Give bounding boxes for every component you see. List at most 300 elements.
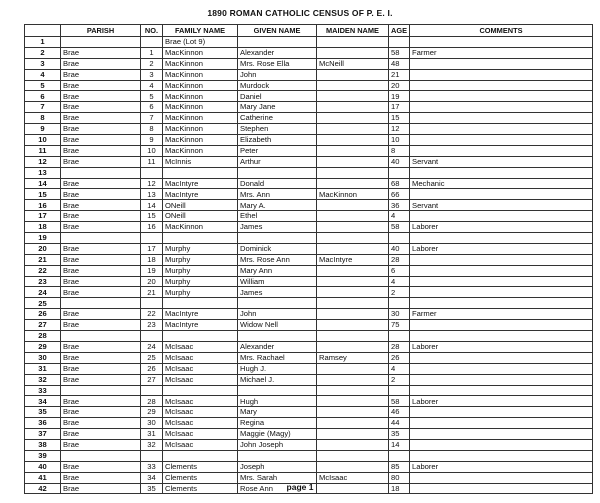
parish-cell: Brae [61,113,141,124]
parish-cell [61,331,141,342]
family-name-cell: McIsaac [163,341,238,352]
no-cell [141,37,163,48]
row-number-cell: 4 [25,69,61,80]
age-cell: 36 [389,200,410,211]
age-cell: 14 [389,439,410,450]
parish-cell: Brae [61,156,141,167]
family-name-cell: MacIntyre [163,178,238,189]
given-name-cell: Rose Ann [238,483,317,494]
no-cell [141,385,163,396]
parish-cell: Brae [61,243,141,254]
given-name-cell: Donald [238,178,317,189]
row-number-cell: 33 [25,385,61,396]
table-row [25,200,593,211]
age-cell [389,37,410,48]
family-name-cell: ONeill [163,200,238,211]
row-number-cell: 11 [25,145,61,156]
given-name-cell: Mary Jane [238,102,317,113]
age-cell: 48 [389,58,410,69]
parish-cell: Brae [61,102,141,113]
row-number-cell: 6 [25,91,61,102]
no-cell: 10 [141,145,163,156]
comments-cell: Servant [410,156,593,167]
family-name-cell: MacKinnon [163,124,238,135]
maiden-name-cell [317,135,389,146]
age-cell: 75 [389,320,410,331]
parish-cell: Brae [61,309,141,320]
comments-cell [410,80,593,91]
row-number-cell: 26 [25,309,61,320]
parish-cell: Brae [61,254,141,265]
given-name-cell: Stephen [238,124,317,135]
given-name-cell: Joseph [238,461,317,472]
comments-cell [410,276,593,287]
maiden-name-cell: MacIntyre [317,254,389,265]
family-name-cell: MacKinnon [163,135,238,146]
given-name-cell: Elizabeth [238,135,317,146]
family-name-cell [163,298,238,309]
family-name-cell: McInnis [163,156,238,167]
age-cell: 2 [389,374,410,385]
parish-cell: Brae [61,472,141,483]
family-name-cell [163,331,238,342]
family-name-cell: MacKinnon [163,102,238,113]
row-number-cell: 31 [25,363,61,374]
row-number-cell: 15 [25,189,61,200]
table-row [25,450,593,461]
given-name-cell: Catherine [238,113,317,124]
comments-cell: Laborer [410,222,593,233]
row-number-cell: 22 [25,265,61,276]
age-cell: 15 [389,113,410,124]
age-cell [389,167,410,178]
parish-cell: Brae [61,374,141,385]
col-header-row-number [25,25,61,37]
no-cell: 28 [141,396,163,407]
given-name-cell: Regina [238,418,317,429]
table-row [25,156,593,167]
family-name-cell: Murphy [163,276,238,287]
family-name-cell: MacKinnon [163,47,238,58]
given-name-cell: Alexander [238,47,317,58]
given-name-cell: John [238,69,317,80]
table-row [25,243,593,254]
comments-cell [410,58,593,69]
given-name-cell [238,450,317,461]
comments-cell: Laborer [410,243,593,254]
comments-cell [410,331,593,342]
maiden-name-cell [317,309,389,320]
family-name-cell: Murphy [163,243,238,254]
parish-cell: Brae [61,396,141,407]
comments-cell: Laborer [410,341,593,352]
given-name-cell: James [238,287,317,298]
comments-cell [410,37,593,48]
age-cell: 26 [389,352,410,363]
no-cell: 34 [141,472,163,483]
no-cell: 8 [141,124,163,135]
comments-cell [410,254,593,265]
maiden-name-cell [317,287,389,298]
parish-cell: Brae [61,135,141,146]
row-number-cell: 13 [25,167,61,178]
given-name-cell: Ethel [238,211,317,222]
given-name-cell: Mrs. Rachael [238,352,317,363]
age-cell: 44 [389,418,410,429]
maiden-name-cell [317,407,389,418]
family-name-cell: MacKinnon [163,145,238,156]
row-number-cell: 24 [25,287,61,298]
no-cell: 18 [141,254,163,265]
no-cell [141,331,163,342]
col-header-age: AGE [389,25,410,37]
table-row [25,113,593,124]
row-number-cell: 38 [25,439,61,450]
parish-cell: Brae [61,320,141,331]
parish-cell: Brae [61,69,141,80]
comments-cell [410,113,593,124]
family-name-cell: MacKinnon [163,80,238,91]
no-cell: 24 [141,341,163,352]
comments-cell [410,91,593,102]
maiden-name-cell: MacKinnon [317,189,389,200]
parish-cell: Brae [61,80,141,91]
table-row [25,178,593,189]
table-row [25,167,593,178]
row-number-cell: 18 [25,222,61,233]
comments-cell [410,320,593,331]
table-row [25,363,593,374]
parish-cell: Brae [61,407,141,418]
col-header-comments: COMMENTS [410,25,593,37]
maiden-name-cell [317,200,389,211]
given-name-cell: James [238,222,317,233]
age-cell [389,298,410,309]
comments-cell [410,450,593,461]
given-name-cell [238,37,317,48]
family-name-cell: McIsaac [163,429,238,440]
table-row [25,276,593,287]
given-name-cell: Mrs. Sarah [238,472,317,483]
given-name-cell: Mrs. Rose Ella [238,58,317,69]
age-cell: 58 [389,396,410,407]
family-name-cell: Clements [163,461,238,472]
comments-cell [410,363,593,374]
row-number-cell: 42 [25,483,61,494]
family-name-cell: McIsaac [163,439,238,450]
age-cell: 28 [389,254,410,265]
parish-cell: Brae [61,429,141,440]
comments-cell [410,211,593,222]
age-cell: 6 [389,265,410,276]
no-cell: 13 [141,189,163,200]
age-cell: 66 [389,189,410,200]
age-cell [389,385,410,396]
maiden-name-cell [317,47,389,58]
age-cell: 80 [389,472,410,483]
table-row [25,58,593,69]
row-number-cell: 30 [25,352,61,363]
maiden-name-cell [317,320,389,331]
row-number-cell: 28 [25,331,61,342]
family-name-cell: McIsaac [163,352,238,363]
parish-cell [61,233,141,244]
maiden-name-cell [317,145,389,156]
no-cell: 30 [141,418,163,429]
row-number-cell: 20 [25,243,61,254]
row-number-cell: 25 [25,298,61,309]
row-number-cell: 23 [25,276,61,287]
parish-cell: Brae [61,211,141,222]
table-row [25,374,593,385]
table-row [25,418,593,429]
given-name-cell: William [238,276,317,287]
maiden-name-cell [317,276,389,287]
comments-cell [410,298,593,309]
comments-cell: Laborer [410,396,593,407]
given-name-cell [238,385,317,396]
age-cell: 58 [389,47,410,58]
family-name-cell: MacKinnon [163,113,238,124]
row-number-cell: 27 [25,320,61,331]
no-cell [141,298,163,309]
no-cell: 31 [141,429,163,440]
table-row [25,233,593,244]
table-row [25,80,593,91]
no-cell: 1 [141,47,163,58]
given-name-cell: Hugh [238,396,317,407]
parish-cell: Brae [61,287,141,298]
comments-cell [410,189,593,200]
age-cell: 4 [389,363,410,374]
parish-cell [61,37,141,48]
parish-cell: Brae [61,483,141,494]
comments-cell: Farmer [410,309,593,320]
maiden-name-cell: Ramsey [317,352,389,363]
age-cell: 21 [389,69,410,80]
no-cell: 17 [141,243,163,254]
col-header-maiden-name: MAIDEN NAME [317,25,389,37]
row-number-cell: 36 [25,418,61,429]
row-number-cell: 16 [25,200,61,211]
comments-cell [410,407,593,418]
row-number-cell: 2 [25,47,61,58]
no-cell [141,167,163,178]
family-name-cell [163,385,238,396]
no-cell: 35 [141,483,163,494]
given-name-cell: Widow Nell [238,320,317,331]
table-row [25,124,593,135]
no-cell: 23 [141,320,163,331]
no-cell: 15 [141,211,163,222]
family-name-cell: Murphy [163,265,238,276]
comments-cell [410,439,593,450]
maiden-name-cell [317,113,389,124]
family-name-cell: Murphy [163,287,238,298]
maiden-name-cell [317,341,389,352]
no-cell: 33 [141,461,163,472]
comments-cell [410,374,593,385]
parish-cell: Brae [61,265,141,276]
page-number: page 1 [286,482,314,492]
parish-cell: Brae [61,276,141,287]
row-number-cell: 12 [25,156,61,167]
no-cell: 32 [141,439,163,450]
given-name-cell: Mary Ann [238,265,317,276]
given-name-cell [238,331,317,342]
row-number-cell: 19 [25,233,61,244]
comments-cell [410,418,593,429]
parish-cell: Brae [61,439,141,450]
parish-cell [61,385,141,396]
row-number-cell: 21 [25,254,61,265]
no-cell: 25 [141,352,163,363]
family-name-cell [163,233,238,244]
family-name-cell: Clements [163,483,238,494]
parish-cell: Brae [61,363,141,374]
parish-cell: Brae [61,58,141,69]
maiden-name-cell [317,450,389,461]
given-name-cell: John Joseph [238,439,317,450]
row-number-cell: 35 [25,407,61,418]
comments-cell [410,69,593,80]
table-row [25,407,593,418]
family-name-cell: McIsaac [163,363,238,374]
given-name-cell: Murdock [238,80,317,91]
row-number-cell: 10 [25,135,61,146]
maiden-name-cell [317,396,389,407]
row-number-cell: 14 [25,178,61,189]
family-name-cell: ONeill [163,211,238,222]
given-name-cell: Maggie (Magy) [238,429,317,440]
given-name-cell: Hugh J. [238,363,317,374]
parish-cell: Brae [61,461,141,472]
parish-cell: Brae [61,200,141,211]
no-cell: 9 [141,135,163,146]
maiden-name-cell [317,178,389,189]
table-row [25,385,593,396]
age-cell [389,233,410,244]
maiden-name-cell [317,222,389,233]
maiden-name-cell [317,156,389,167]
no-cell: 2 [141,58,163,69]
maiden-name-cell [317,418,389,429]
table-row [25,309,593,320]
parish-cell: Brae [61,222,141,233]
age-cell: 28 [389,341,410,352]
family-name-cell: McIsaac [163,407,238,418]
parish-cell: Brae [61,178,141,189]
no-cell: 6 [141,102,163,113]
row-number-cell: 39 [25,450,61,461]
maiden-name-cell [317,80,389,91]
given-name-cell [238,298,317,309]
family-name-cell: McIsaac [163,396,238,407]
table-row [25,222,593,233]
age-cell: 10 [389,135,410,146]
maiden-name-cell [317,37,389,48]
no-cell: 27 [141,374,163,385]
age-cell: 17 [389,102,410,113]
comments-cell [410,429,593,440]
family-name-cell: Brae (Lot 9) [163,37,238,48]
maiden-name-cell [317,69,389,80]
age-cell: 40 [389,156,410,167]
family-name-cell: MacIntyre [163,309,238,320]
age-cell: 46 [389,407,410,418]
no-cell [141,233,163,244]
family-name-cell: MacKinnon [163,222,238,233]
age-cell: 30 [389,309,410,320]
table-row [25,352,593,363]
maiden-name-cell [317,363,389,374]
maiden-name-cell [317,124,389,135]
age-cell: 8 [389,145,410,156]
comments-cell [410,167,593,178]
age-cell: 35 [389,429,410,440]
row-number-cell: 29 [25,341,61,352]
no-cell: 5 [141,91,163,102]
age-cell: 19 [389,91,410,102]
age-cell: 12 [389,124,410,135]
parish-cell [61,167,141,178]
no-cell: 20 [141,276,163,287]
table-row [25,320,593,331]
parish-cell: Brae [61,352,141,363]
census-table [24,24,593,494]
age-cell: 2 [389,287,410,298]
age-cell: 20 [389,80,410,91]
table-row [25,461,593,472]
maiden-name-cell [317,91,389,102]
family-name-cell: MacKinnon [163,69,238,80]
maiden-name-cell [317,167,389,178]
row-number-cell: 9 [25,124,61,135]
given-name-cell [238,233,317,244]
no-cell: 21 [141,287,163,298]
parish-cell: Brae [61,91,141,102]
no-cell: 7 [141,113,163,124]
maiden-name-cell [317,298,389,309]
row-number-cell: 1 [25,37,61,48]
comments-cell [410,124,593,135]
row-number-cell: 3 [25,58,61,69]
maiden-name-cell: McIsaac [317,472,389,483]
maiden-name-cell [317,265,389,276]
family-name-cell [163,167,238,178]
age-cell: 4 [389,211,410,222]
family-name-cell: MacKinnon [163,91,238,102]
table-row [25,341,593,352]
family-name-cell: McIsaac [163,418,238,429]
table-row [25,69,593,80]
comments-cell [410,145,593,156]
table-row [25,91,593,102]
parish-cell: Brae [61,145,141,156]
row-number-cell: 32 [25,374,61,385]
age-cell: 40 [389,243,410,254]
no-cell: 22 [141,309,163,320]
comments-cell: Laborer [410,461,593,472]
comments-cell: Farmer [410,47,593,58]
maiden-name-cell [317,439,389,450]
maiden-name-cell [317,211,389,222]
comments-cell: Servant [410,200,593,211]
table-row [25,254,593,265]
table-row [25,145,593,156]
comments-cell [410,287,593,298]
table-row [25,265,593,276]
